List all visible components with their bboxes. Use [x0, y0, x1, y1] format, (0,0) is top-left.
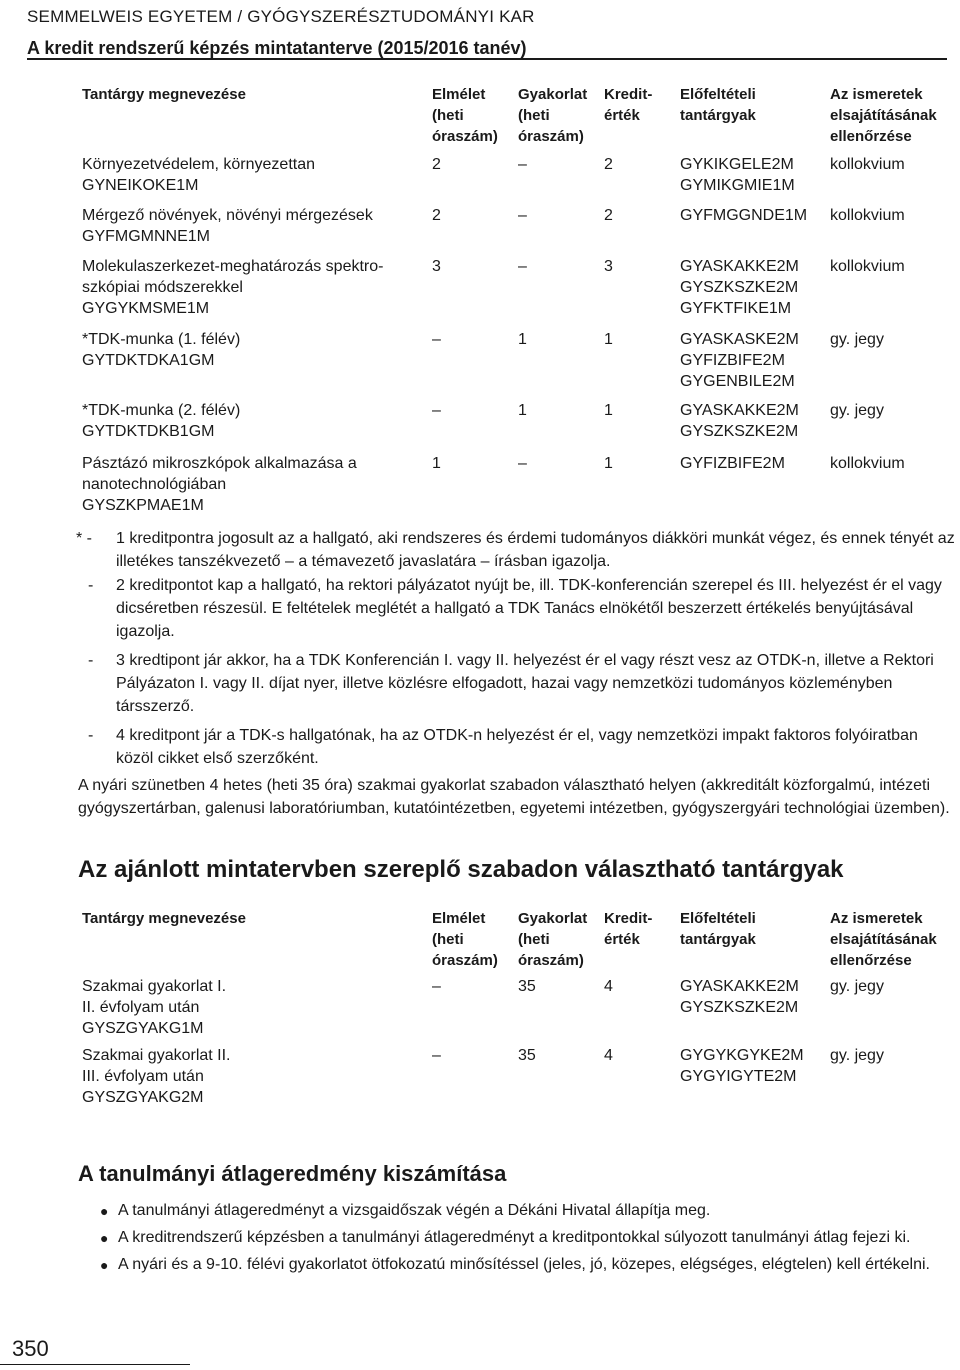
bullet-icon: ●: [100, 1230, 109, 1246]
elmelet-value: –: [432, 331, 441, 348]
col-header-gyakorlat: Gyakorlat (heti óraszám): [518, 86, 588, 145]
page-header: [27, 4, 937, 60]
table-row: [82, 329, 952, 400]
note-marker: -: [88, 577, 94, 594]
kredit-value: 1: [604, 402, 613, 419]
gyakorlat-value: –: [518, 156, 527, 173]
col-header-ismeretek: Az ismeretek elsajátításának ellenőrzése: [830, 86, 937, 145]
document-subtitle: A kredit rendszerű képzés mintatanterve (2015/2016 tanév): [27, 38, 527, 58]
prereq-list: GYASKASKE2M GYFIZBIFE2M GYGENBILE2M: [680, 331, 799, 390]
prereq-list: GYASKAKKE2M GYSZKSZKE2M: [680, 978, 799, 1016]
course-name: Pásztázó mikroszkópok alkalmazása a nanotechnológiában GYSZKPMAE1M: [82, 455, 357, 514]
prereq-list: GYGYKGYKE2M GYGYIGYTE2M: [680, 1047, 804, 1085]
kredit-value: 1: [604, 331, 613, 348]
course-name: Környezetvédelem, környezettan GYNEIKOKE1M: [82, 156, 316, 194]
note-item: [78, 574, 958, 643]
header-rule: [27, 58, 947, 60]
kredit-value: 2: [604, 156, 613, 173]
note-item: [78, 649, 958, 718]
gyakorlat-value: 1: [518, 402, 527, 419]
assessment-value: gy. jegy: [830, 331, 884, 348]
col-header-kredit: Kredit- érték: [604, 910, 653, 948]
elmelet-value: 2: [432, 156, 441, 173]
section-title-average: A tanulmányi átlageredmény kiszámítása: [78, 1161, 507, 1186]
gyakorlat-value: 35: [518, 978, 536, 995]
gyakorlat-value: 35: [518, 1047, 536, 1064]
col-header-kredit: Kredit- érték: [604, 86, 653, 124]
prereq-list: GYFIZBIFE2M: [680, 455, 785, 472]
col-header-elofeltetel: Előfeltételi tantárgyak: [680, 910, 756, 948]
elmelet-value: 1: [432, 455, 441, 472]
assessment-value: kollokvium: [830, 156, 905, 173]
curriculum-table: [82, 84, 952, 523]
list-item: ● A nyári és a 9-10. félévi gyakorlatot ötfokozatú minősítéssel (jeles, jó, közepes, elégséges, elégtelen) kell értékelni.: [118, 1253, 958, 1276]
note-text: 1 kreditpontra jogosult az a hallgató, aki rendszeres és érdemi tudományos diákköri munkát végez, és ennek tényét az illetékes tanszékvezető – a témavezető javaslatára – írásban igazolja.: [116, 530, 955, 570]
note-item: [78, 527, 958, 573]
elmelet-value: –: [432, 978, 441, 995]
prereq-list: GYASKAKKE2M GYSZKSZKE2M: [680, 402, 799, 440]
elmelet-value: –: [432, 1047, 441, 1064]
note-text: 4 kreditpont jár a TDK-s hallgatónak, ha az OTDK-n helyezést ér el, vagy nemzetközi impakt faktoros folyóiratban közöl cikket első szerzőként.: [116, 727, 918, 767]
course-name: *TDK-munka (1. félév) GYTDKTDKA1GM: [82, 331, 241, 369]
table-row: [82, 976, 952, 1045]
table-header-row: [82, 908, 952, 976]
note-marker: -: [88, 727, 94, 744]
footer-rule: [0, 1364, 190, 1365]
prereq-list: GYASKAKKE2M GYSZKSZKE2M GYFKTFIKE1M: [680, 258, 799, 317]
course-name: *TDK-munka (2. félév) GYTDKTDKB1GM: [82, 402, 241, 440]
average-rules-list: [100, 1199, 958, 1280]
gyakorlat-value: –: [518, 258, 527, 275]
bullet-icon: ●: [100, 1203, 109, 1219]
col-header-elmelet: Elmélet (heti óraszám): [432, 86, 498, 145]
section-title-electives: Az ajánlott mintatervben szereplő szabadon választható tantárgyak: [78, 856, 844, 883]
course-name: Szakmai gyakorlat I. II. évfolyam után GYSZGYAKG1M: [82, 978, 227, 1037]
prereq-list: GYFMGGNDE1M: [680, 207, 808, 224]
table-header-row: [82, 84, 952, 154]
assessment-value: gy. jegy: [830, 402, 884, 419]
note-text: 2 kreditpontot kap a hallgató, ha rektori pályázatot nyújt be, ill. TDK-konferencián szerepel és III. helyezést ér el vagy dicséretben részesül. E feltételek meglétét a hallgató a TDK Tanács elnökétől beszerzett értékelés benyújtásával igazolja.: [116, 577, 942, 640]
bullet-icon: ●: [100, 1257, 109, 1273]
kredit-value: 2: [604, 207, 613, 224]
note-marker: -: [88, 652, 94, 669]
col-header-ismeretek: Az ismeretek elsajátításának ellenőrzése: [830, 910, 937, 969]
table-row: [82, 453, 952, 523]
kredit-value: 4: [604, 1047, 613, 1064]
assessment-value: kollokvium: [830, 258, 905, 275]
page-number: 350: [12, 1336, 49, 1361]
note-marker: * -: [76, 530, 92, 547]
col-header-name: Tantárgy megnevezése: [82, 86, 246, 103]
elmelet-value: 2: [432, 207, 441, 224]
course-name: Molekulaszerkezet-meghatározás spektro- szkópiai módszerekkel GYGYKMSME1M: [82, 258, 384, 317]
prereq-list: GYKIKGELE2M GYMIKGMIE1M: [680, 156, 795, 194]
tdk-notes: [78, 527, 958, 820]
note-item: [78, 724, 958, 770]
gyakorlat-value: –: [518, 455, 527, 472]
col-header-name: Tantárgy megnevezése: [82, 910, 246, 927]
kredit-value: 3: [604, 258, 613, 275]
col-header-elofeltetel: Előfeltételi tantárgyak: [680, 86, 756, 124]
assessment-value: kollokvium: [830, 455, 905, 472]
gyakorlat-value: 1: [518, 331, 527, 348]
table-row: [82, 400, 952, 453]
table-row: [82, 1045, 952, 1114]
table-row: [82, 205, 952, 256]
summer-practice-paragraph: A nyári szünetben 4 hetes (heti 35 óra) szakmai gyakorlat szabadon választható helyen (akkreditált közforgalmú, intézeti gyógyszertárban, galenusi laboratóriumban, kutatóintézetben, egyetemi intézetben, gyógyszergyári technológiai üzemben).: [78, 777, 950, 817]
list-item: ● A kreditrendszerű képzésben a tanulmányi átlageredményt a kreditpontokkal súlyozott tanulmányi átlag fejezi ki.: [118, 1226, 958, 1249]
assessment-value: gy. jegy: [830, 1047, 884, 1064]
institution-name: SEMMELWEIS EGYETEM / GYÓGYSZERÉSZTUDOMÁNYI KAR: [27, 7, 535, 26]
course-name: Szakmai gyakorlat II. III. évfolyam után GYSZGYAKG2M: [82, 1047, 231, 1106]
list-item: ● A tanulmányi átlageredményt a vizsgaidőszak végén a Dékáni Hivatal állapítja meg.: [118, 1199, 958, 1222]
elmelet-value: –: [432, 402, 441, 419]
kredit-value: 1: [604, 455, 613, 472]
electives-table: [82, 908, 952, 1114]
table-row: [82, 154, 952, 205]
col-header-gyakorlat: Gyakorlat (heti óraszám): [518, 910, 588, 969]
assessment-value: kollokvium: [830, 207, 905, 224]
col-header-elmelet: Elmélet (heti óraszám): [432, 910, 498, 969]
kredit-value: 4: [604, 978, 613, 995]
note-text: 3 kredtipont jár akkor, ha a TDK Konferencián I. vagy II. helyezést ér el vagy részt vesz az OTDK-n, illetve a Rektori Pályázaton I. vagy II. díjat nyer, illetve közlésre elfogadott, hazai vagy nemzetközi tudományos közleményben társszerző.: [116, 652, 934, 715]
gyakorlat-value: –: [518, 207, 527, 224]
course-name: Mérgező növények, növényi mérgezések GYFMGMNNE1M: [82, 207, 373, 245]
assessment-value: gy. jegy: [830, 978, 884, 995]
elmelet-value: 3: [432, 258, 441, 275]
table-row: [82, 256, 952, 329]
